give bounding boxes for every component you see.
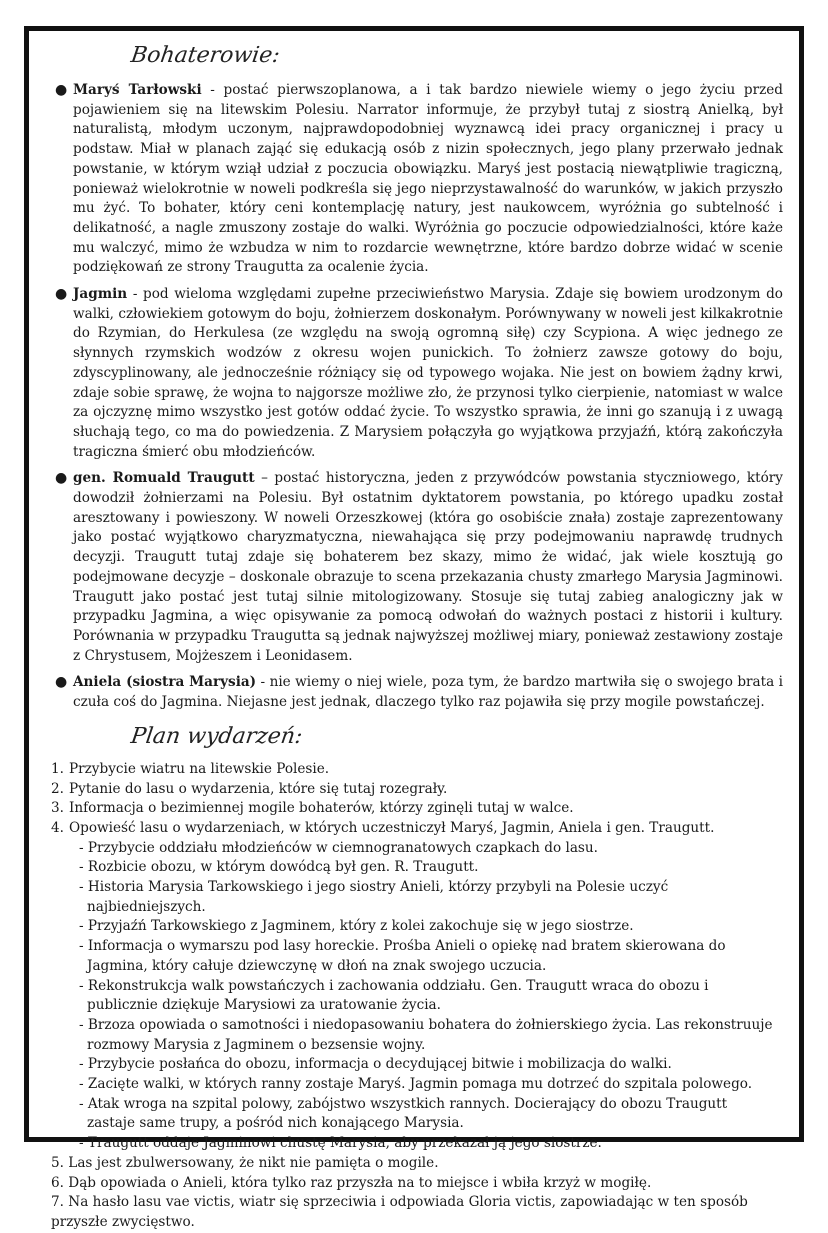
plan-subitem: - Zacięte walki, w których ranny zostaje Maryś. Jagmin pomaga mu dotrzeć do szpitala polowego. [79,1076,753,1093]
page-frame [24,26,804,1230]
hero-item [51,81,783,278]
plan-subitem: - Rozbicie obozu, w którym dowódcą był gen. R. Traugutt. [79,859,479,876]
hero-description: - postać pierwszoplanowa, a i tak bardzo niewiele wiemy o jego życiu przed pojawieniem się na litewskim Polesiu. Narrator informuje, że przybył tutaj z siostrą Anielką, był naturalistą, młodym uczonym, najprawdopodobniej wyznawcą idei pracy organicznej i pracy u podstaw. Miał w planach zająć się edukacją osób z nizin społecznych, jego plany przerwało jednak powstanie, w którym wziął udział z poczucia obowiązku. Maryś jest postacią niewątpliwie tragiczną, ponieważ wielokrotnie w noweli podkreśla się jego nieprzystawalność do warunków, w jakich przyszło mu żyć. To bohater, który ceni kontemplację natury, jest naukowcem, wyróżnia go subtelność i delikatność, a nagle zmuszony zostaje do walki. Wyróżnia go poczucie odpowiedzialności, które każe mu walczyć, mimo że wzbudza w nim to rozdarcie wewnętrzne, które bardzo dobrze widać w scenie podziękowań ze strony Traugutta za ocalenie życia. [73,82,783,276]
plan-number: 6. [51,1174,64,1191]
plan-item [51,760,783,780]
document-body [51,39,783,1233]
plan-subitem: - Atak wroga na szpital polowy, zabójstwo wszystkich rannych. Docierający do obozu Traugutt zastaje same trupy, a pośród nich konającego Marysia. [79,1095,728,1132]
plan-subitem: - Przybycie oddziału młodzieńców w ciemnogranatowych czapkach do lasu. [79,839,598,856]
plan-item [51,780,783,800]
hero-name: Jagmin [73,286,128,303]
plan-text: Dąb opowiada o Anieli, która tylko raz przyszła na to miejsce i wbiła krzyż w mogiłę. [63,1174,652,1191]
hero-description: - nie wiemy o niej wiele, poza tym, że bardzo martwiła się o swojego brata i czuła coś do Jagmina. Niejasne jest jednak, dlaczego tylko raz pojawiła się przy mogile powstańczej. [73,674,783,711]
plan-item [51,1193,783,1232]
plan-heading: Plan wydarzeń: [129,723,305,749]
plan-subitem: - Przybycie posłańca do obozu, informacja o decydującej bitwie i mobilizacja do walki. [79,1056,672,1073]
heroes-heading: Bohaterowie: [129,43,282,68]
hero-name: Maryś Tarłowski [73,82,202,98]
plan-number: 4. [51,819,64,836]
plan-subitem: - Historia Marysia Tarkowskiego i jego siostry Anieli, którzy przybyli na Polesie uczyć najbiedniejszych. [79,879,669,915]
plan-text: Pytanie do lasu o wydarzenia, które się tutaj rozegrały. [69,780,448,797]
bullet-icon: ● [55,82,68,98]
plan-sublist [69,839,783,1154]
hero-name: Aniela (siostra Marysia) [73,674,257,691]
plan-number: 5. [51,1154,64,1171]
plan-text: Informacja o bezimiennej mogile bohaterów, którzy zginęli tutaj w walce. [69,800,574,817]
heroes-list [51,81,783,713]
plan-subitem: - Brzoza opowiada o samotności i niedopasowaniu bohatera do żołnierskiego życia. Las rekonstruuje rozmowy Marysia z Jagminem o bezsensie wojny. [79,1016,773,1053]
hero-item [51,673,783,712]
plan-text: Las jest zbulwersowany, że nikt nie pamięta o mogile. [63,1154,439,1171]
plan-text: Przybycie wiatru na litewskie Polesie. [69,760,330,777]
bullet-icon: ● [55,470,68,487]
plan-number: 7. [51,1194,64,1211]
plan-subitem: - Przyjaźń Tarkowskiego z Jagminem, który z kolei zakochuje się w jego siostrze. [79,918,634,935]
hero-description: – postać historyczna, jeden z przywódców powstania styczniowego, który dowodził żołnierzami na Polesiu. Był ostatnim dyktatorem powstania, po którego upadku został aresztowany i powieszony. W noweli Orzeszkowej (która go osobiście znała) zostaje zaprezentowany jako postać wyjątkowo charyzmatyczna, niewahająca się przy podejmowaniu naprawdę trudnych decyzji. Traugutt tutaj zdaje się bohaterem bez skazy, mimo że widać, jak wiele kosztują go podejmowane decyzje – doskonale obrazuje to scena przekazania chusty zmarłego Marysia Jagminowi. Traugutt jako postać jest tutaj silnie mitologizowany. Stosuje się tutaj zabieg analogiczny jak w przypadku Jagmina, a więc opisywanie za pomocą odwołań do ważnych postaci z historii i kultury. Porównania w przypadku Traugutta są jednak najwyższej możliwej miary, ponieważ zestawiony zostaje z Chrystusem, Mojżeszem i Leonidasem. [73,470,783,664]
plan-subitem: - Informacja o wymarszu pod lasy horeckie. Prośba Anieli o opiekę nad bratem skierowana do Jagmina, który całuje dziewczynę w dłoń na znak swojego uczucia. [79,938,726,974]
plan-item [51,1174,783,1194]
hero-description: - pod wieloma względami zupełne przeciwieństwo Marysia. Zdaje się bowiem urodzonym do walki, człowiekiem gotowym do boju, żołnierzem doskonałym. Porównywany w noweli jest kilkakrotnie do Rzymian, do Herkulesa (ze względu na swoją ogromną siłę) czy Scypiona. A więc jednego ze słynnych rzymskich wodzów z okresu wojen punickich. To żołnierz zawsze gotowy do boju, zdyscyplinowany, ale jednocześnie różniący się od typowego wojaka. Nie jest on bowiem żądny krwi, zdaje sobie sprawę, że wojna to najgorsze możliwe zło, że przynosi tylko cierpienie, natomiast w walce za ojczyznę mimo wszystko jest gotów oddać życie. To wszystko sprawia, że inni go szanują i z uwagą słuchają tego, co ma do powiedzenia. Z Marysiem połączyła go wyjątkowa przyjaźń, którą zakończyła tragiczna śmierć obu młodzieńców. [73,286,783,460]
hero-item [51,285,783,462]
plan-number: 3. [51,800,64,817]
plan-list-continued [51,1154,783,1233]
plan-item [51,799,783,819]
plan-list [51,760,783,1154]
bullet-icon: ● [55,286,68,303]
plan-subitem: - Traugutt oddaje Jagminowi chustę Marysia, aby przekazał ją jego siostrze. [79,1135,602,1152]
plan-number: 1. [51,760,64,777]
bullet-icon: ● [55,674,68,691]
hero-name: gen. Romuald Traugutt [73,470,255,487]
plan-subitem: - Rekonstrukcja walk powstańczych i zachowania oddziału. Gen. Traugutt wraca do obozu i publicznie dziękuje Marysiowi za uratowanie życia. [79,977,709,1014]
hero-item [51,469,783,666]
plan-item [51,819,783,1154]
plan-text: Opowieść lasu o wydarzeniach, w których uczestniczył Maryś, Jagmin, Aniela i gen. Traugutt. [69,819,715,836]
plan-text: Na hasło lasu vae victis, wiatr się sprzeciwia i odpowiada Gloria victis, zapowiadając w ten sposób przyszłe zwycięstwo. [51,1194,748,1230]
plan-number: 2. [51,780,64,797]
